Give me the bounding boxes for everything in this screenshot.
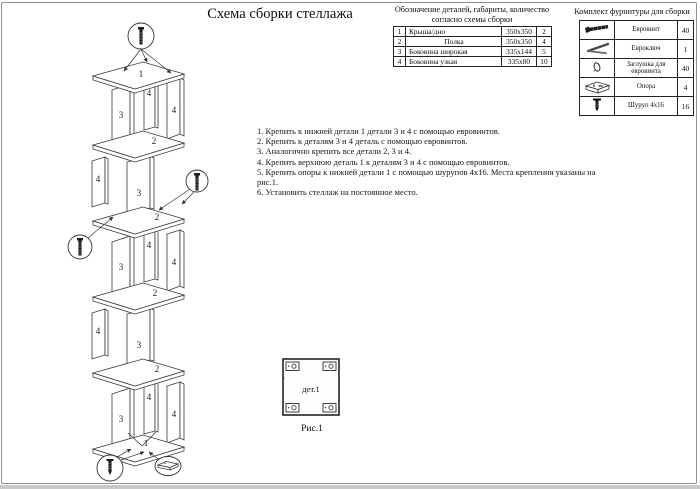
part-name: Боковина узкая bbox=[406, 57, 502, 67]
parts-table-caption-line2: согласно схемы сборки bbox=[431, 15, 513, 24]
hardware-name: Опора bbox=[615, 78, 678, 97]
part-size: 350x350 bbox=[502, 37, 537, 47]
part-label-narrow: 4 bbox=[95, 326, 101, 336]
callout-euro-screw-right bbox=[159, 170, 208, 210]
part-label-wide: 3 bbox=[136, 340, 142, 350]
part-label-narrow: 4 bbox=[146, 88, 152, 98]
instruction-step: 6. Установить стеллаж на постоянное место. bbox=[257, 187, 418, 198]
hardware-name: Заглушка для евровинта bbox=[615, 59, 678, 78]
part-qty: 4 bbox=[537, 37, 552, 47]
table-row bbox=[580, 78, 694, 97]
part-label-bottom: 1 bbox=[143, 438, 149, 448]
parts-table bbox=[393, 26, 552, 67]
part-qty: 2 bbox=[537, 27, 552, 37]
part-label-wide: 3 bbox=[118, 262, 124, 272]
euro-screw-icon bbox=[580, 21, 615, 40]
part-label-shelf: 2 bbox=[154, 212, 160, 222]
part-label-narrow: 4 bbox=[171, 105, 177, 115]
part-number: 4 bbox=[394, 57, 406, 67]
part-number: 1 bbox=[394, 27, 406, 37]
table-row bbox=[394, 47, 552, 57]
part-qty: 5 bbox=[537, 47, 552, 57]
bottom-panel-figure bbox=[280, 355, 344, 421]
part-label-shelf: 2 bbox=[151, 136, 157, 146]
table-row bbox=[580, 21, 694, 40]
figure-1 bbox=[280, 355, 344, 421]
instruction-step: 2. Крепить к деталям 3 и 4 деталь с помощью евровинтов. bbox=[257, 136, 468, 147]
part-label-shelf: 2 bbox=[154, 364, 160, 374]
part-label-narrow: 4 bbox=[171, 409, 177, 419]
table-row bbox=[394, 57, 552, 67]
table-row bbox=[394, 27, 552, 37]
part-size: 350x350 bbox=[502, 27, 537, 37]
instruction-step: 1. Крепить к нижней детали 1 детали 3 и 4 с помощью евровинтов. bbox=[257, 126, 500, 136]
page-bottom-edge bbox=[0, 485, 700, 489]
part-label-top: 1 bbox=[138, 69, 144, 79]
hardware-name: Евровинт bbox=[615, 21, 678, 40]
part-label-shelf: 2 bbox=[152, 288, 158, 298]
part-label-narrow: 4 bbox=[171, 257, 177, 267]
part-label-narrow: 4 bbox=[95, 174, 101, 184]
table-row bbox=[580, 40, 694, 59]
hardware-name: Шуруп 4x16 bbox=[615, 97, 678, 116]
page-title: Схема сборки стеллажа bbox=[207, 6, 353, 22]
wood-screw-icon bbox=[580, 97, 615, 116]
part-name: Крыша/дно bbox=[406, 27, 502, 37]
part-label-narrow: 4 bbox=[146, 240, 152, 250]
figure-caption: Рис.1 bbox=[301, 424, 323, 434]
hardware-name: Евроключ bbox=[615, 40, 678, 59]
part-label-wide: 3 bbox=[118, 414, 124, 424]
hardware-qty: 16 bbox=[678, 97, 694, 116]
assembly-diagram bbox=[0, 0, 240, 489]
part-label-wide: 3 bbox=[136, 188, 142, 198]
part-qty: 10 bbox=[537, 57, 552, 67]
hardware-qty: 1 bbox=[678, 40, 694, 59]
instruction-step: 4. Крепить верхнюю деталь 1 к деталям 3 и 4 с помощью евровинтов. bbox=[257, 156, 510, 167]
instruction-step: 3. Аналогично крепить все детали 2, 3 и 4. bbox=[257, 146, 412, 157]
part-size: 335x80 bbox=[502, 57, 537, 67]
instruction-step: 5. Крепить опоры к нижней детали 1 с помощью шурупов 4x16. Места крепления указаны на рис.1. bbox=[257, 166, 596, 188]
parts-table-caption-line1: Обозначение деталей, габариты, количество bbox=[394, 5, 550, 14]
figure-part-label: дет.1 bbox=[302, 384, 320, 394]
table-row bbox=[580, 97, 694, 116]
cap-icon bbox=[580, 59, 615, 78]
part-label-wide: 3 bbox=[118, 110, 124, 120]
part-name: Полка bbox=[406, 37, 502, 47]
part-label-narrow: 4 bbox=[146, 392, 152, 402]
assembly-instructions bbox=[257, 126, 602, 197]
hardware-qty: 4 bbox=[678, 78, 694, 97]
hardware-qty: 40 bbox=[678, 59, 694, 78]
table-row bbox=[580, 59, 694, 78]
part-number: 3 bbox=[394, 47, 406, 57]
part-number: 2 bbox=[394, 37, 406, 47]
foot-icon bbox=[580, 78, 615, 97]
hardware-qty: 40 bbox=[678, 21, 694, 40]
hardware-table bbox=[579, 20, 694, 116]
hex-key-icon bbox=[580, 40, 615, 59]
part-size: 335x144 bbox=[502, 47, 537, 57]
parts-table-caption bbox=[374, 5, 570, 25]
part-name: Боковина широкая bbox=[406, 47, 502, 57]
table-row bbox=[394, 37, 552, 47]
hardware-table-title: Комплект фурнитуры для сборки bbox=[574, 7, 690, 16]
